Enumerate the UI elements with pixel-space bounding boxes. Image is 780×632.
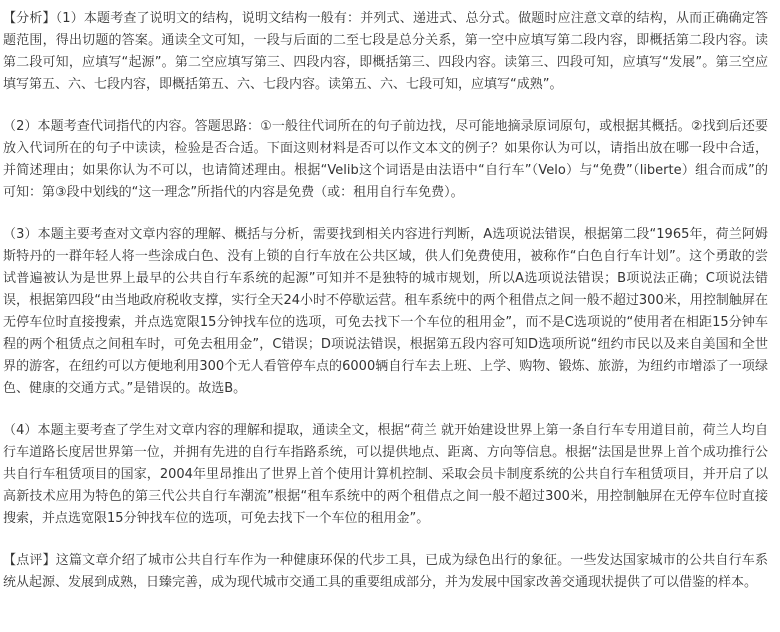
comment-text: 这篇文章介绍了城市公共自行车作为一种健康环保的代步工具，已成为绿色出行的象征。一些发达国家城市的公共自行车系统从起源、发展到成熟，日臻完善，成为现代城市交通工具的重要组成部分，并为发展中国家改善交通现状提供了可以借鉴的样本。 <box>3 553 768 590</box>
comment-paragraph <box>3 550 768 594</box>
analysis-part-1 <box>3 8 768 96</box>
analysis-part-3: （3）本题主要考查对文章内容的理解、概括与分析，需要找到相关内容进行判断，A选项说法错误，根据第二段“1965年，荷兰阿姆斯特丹的一群年轻人将一些涂成白色、没有上锁的自行车放在公共区域，供人们免费使用，被称作“白色自行车计划”。这个勇敢的尝试普遍被认为是世界上最早的公共自行车系统的起源”可知并不是独特的城市规划，所以A选项说法错误；B项说法正确；C项说法错误，根据第四段“由当地政府税收支撑，实行全天24小时不停歇运营。租车系统中的两个租借点之间一般不超过300米，用控制触屏在无停车位时直接搜索，并点选宽限15分钟找车位的选项，可免去找下一个车位的租用金”，而不是C选项说的“使用者在相距15分钟车程的两个租赁点之间租车时，可免去租用金”，C错误；D项说法错误，根据第五段内容可知D选项所说“纽约市民以及来自美国和全世界的游客，在纽约可以方便地利用300个无人看管停车点的6000辆自行车去上班、上学、购物、锻炼、旅游，为纽约市增添了一项绿色、健康的交通方式。”是错误的。故选B。 <box>3 227 768 396</box>
comment-tag: 【点评】 <box>3 553 56 568</box>
analysis-part-2: （2）本题考查代词指代的内容。答题思路：①一般往代词所在的句子前边找，尽可能地摘录原词原句，或根据其概括。②找到后还要放入代词所在的句子中读读，检验是否合适。下面这则材料是否可以作文本文的例子？如果你认为可以，请指出放在哪一段中合适，并简述理由；如果你认为不可以，也请简述理由。根据“Velib这个词语是由法语中“自行车”（Velo）与“免费”（liberte）组合而成”的可知：第③段中划线的“这一理念”所指代的内容是免费（或：租用自行车免费）。 <box>3 119 768 200</box>
analysis-tag: 【分析】 <box>3 11 56 26</box>
analysis-part-1-text: （1）本题考查了说明文的结构，说明文结构一般有：并列式、递进式、总分式。做题时应注意文章的结构，从而正确确定答题范围，得出切题的答案。通读全文可知，一段与后面的二至七段是总分关系，第一空中应填写第二段内容，即概括第二段内容。读第二段可知，应填写“起源”。第二空应填写第三、四段内容，即概括第三、四段内容。读第三、四段可知，应填写“发展”。第三空应填写第五、六、七段内容，即概括第五、六、七段内容。读第五、六、七段可知，应填写“成熟”。 <box>3 11 768 92</box>
analysis-part-4: （4）本题主要考查了学生对文章内容的理解和提取，通读全文，根据“荷兰 就开始建设世界上第一条自行车专用道目前，荷兰人均自行车道路长度居世界第一位，并拥有先进的自行车指路系统，可以提供地点、距离、方向等信息。根据“法国是世界上首个成功推行公共自行车租赁项目的国家，2004年里昂推出了世界上首个使用计算机控制、采取会员卡制度系统的公共自行车租赁项目，并开启了以高新技术应用为特色的第三代公共自行车潮流”根据“租车系统中的两个租借点之间一般不超过300米，用控制触屏在无停车位时直接搜索，并点选宽限15分钟找车位的选项，可免去找下一个车位的租用金”。 <box>3 423 768 526</box>
